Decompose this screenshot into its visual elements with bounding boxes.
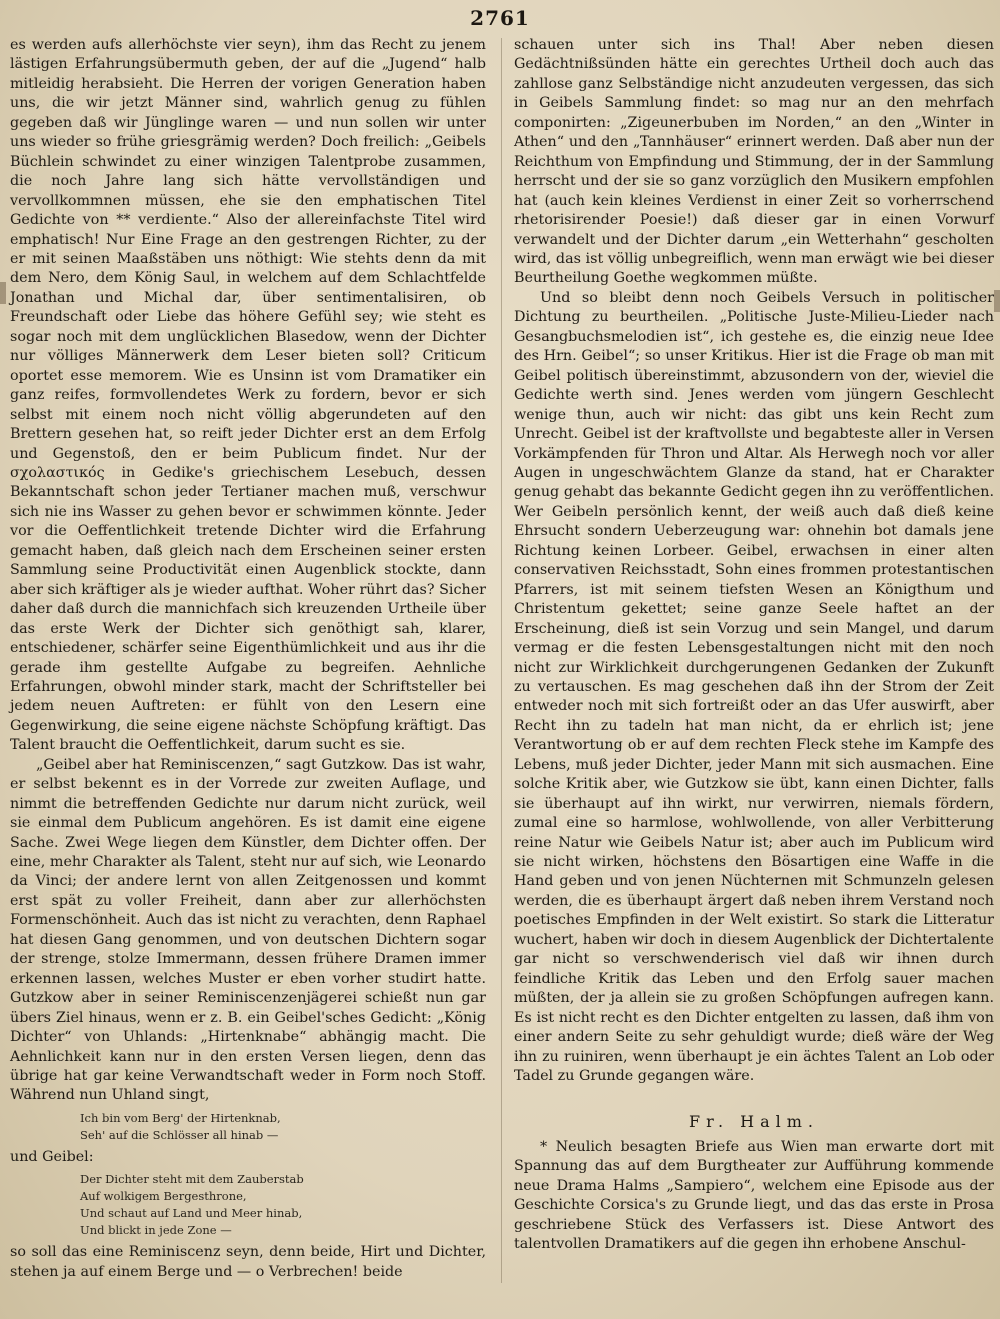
- left-paragraph-1: es werden aufs allerhöchste vier seyn), ihm das Recht zu jenem lästigen Erfahrungsübermuth geben, der auf die „Jugend“ halb mitleidig herabsieht. Die Herren der vorigen Generation haben uns, die wir jetzt Männer sind, wahrlich genug zu fühlen gegeben daß wir Jünglinge waren — und nun sollen wir unter uns wieder so frühe griesgrämig werden? Doch freilich: „Geibels Büchlein schwindet zu einer winzigen Talentprobe zusammen, die noch Jahre lang sich hätte vervollständigen und vervollkommnen müssen, ehe sie den emphatischen Titel Gedichte von ** verdiente.“ Also der allereinfachste Titel wird emphatisch! Nur Eine Frage an den gestrengen Richter, zu der er mit seinen Maaßstäben uns nöthigt: Wie stehts denn da mit dem Nero, dem König Saul, in welchem auf dem Schlachtfelde Jonathan und Michal dar, über sentimentalisiren, ob Freundschaft oder Liebe das höhere Gefühl sey; wie steht es sogar noch mit dem unglücklichen Blasedow, wenn der Dichter nur völliges Männerwerk dem Leser bieten soll? Criticum oportet esse memorem. Wie es Unsinn ist vom Dramatiker ein ganz reifes, formvollendetes Werk zu fordern, bevor er sich selbst mit einem noch nicht völlig abgerundeten auf den Brettern gesehen hat, so reift jeder Dichter erst an dem Erfolg und Gegenstoß, den er beim Publicum findet. Nur der σχολαστικός in Gedike's griechischem Lesebuch, dessen Bekanntschaft schon jeder Tertianer machen muß, verschwur sich nie ins Wasser zu gehen bevor er schwimmen könnte. Jeder vor die Oeffentlichkeit tretende Dichter wird die Erfahrung gemacht haben, daß gleich nach dem Erscheinen seiner ersten Sammlung seine Productivität einen Augenblick stockte, dann aber sich kräftiger als je wieder aufthat. Woher rührt das? Sicher daher daß durch die mannichfach sich kreuzenden Urtheile über das erste Werk der Dichter sich genöthigt sah, klarer, entschiedener, schärfer seine Eigenthümlichkeit und aus ihr die gerade ihm gestellte Aufgabe zu begreifen. Aehnliche Erfahrungen, obwohl minder stark, macht der Schriftsteller bei jedem neuen Auftreten: er fühlt von den Lesern eine Gegenwirkung, die seine eigene nächste Schöpfung kräftigt. Das Talent braucht die Oeffentlichkeit, darum sucht es sie.: [10, 37, 486, 754]
- section-text: * Neulich besagten Briefe aus Wien man erwarte dort mit Spannung das auf dem Burgtheater zur Aufführung kommende neue Drama Halms „Sampiero“, welchem eine Episode aus der Geschichte Corsica's zu Grunde liegt, und das das erste in Prosa geschriebene Stück des Verfassers ist. Diese Antwort des talentvollen Dramatikers auf die gegen ihn erhobene Anschul-: [514, 1138, 994, 1253]
- left-closing-text: so soll das eine Reminiscenz seyn, denn beide, Hirt und Dichter, stehen ja auf einem Berge und — o Verbrechen! beide: [10, 1244, 486, 1280]
- left-column: [10, 36, 486, 1282]
- verse-line: Der Dichter steht mit dem Zauberstab: [80, 1172, 304, 1187]
- left-paragraph-2: „Geibel aber hat Reminiscenzen,“ sagt Gutzkow. Das ist wahr, er selbst bekennt es in der Vorrede zur zweiten Auflage, und nimmt die betreffenden Gedichte nur darum nicht zurück, weil sie einmal dem Publicum angehören. Es ist damit eine eigene Sache. Zwei Wege liegen dem Künstler, dem Dichter offen. Der eine, mehr Charakter als Talent, steht nur auf sich, wie Leonardo da Vinci; der andere lernt von allen Zeitgenossen und kommt erst spät zu voller Freiheit, dann aber zur allerhöchsten Formenschönheit. Auch das ist nicht zu verachten, denn Raphael hat diesen Gang genommen, und von deutschen Dichtern sogar der strenge, stolze Immermann, dessen frühere Dramen immer erkennen lassen, welches Muster er eben vorher studirt hatte. Gutzkow aber in seiner Reminiscenzenjägerei schießt nun gar übers Ziel hinaus, wenn er z. B. ein Geibel'sches Gedicht: „König Dichter“ von Uhlands: „Hirtenknabe“ abhängig macht. Die Aehnlichkeit kann nur in den ersten Versen liegen, denn das übrige hat gar keine Verwandtschaft weder in Form noch Stoff. Während nun Uhland singt,: [10, 756, 486, 1104]
- verse-line: Und schaut auf Land und Meer hinab,: [80, 1206, 303, 1221]
- verse-line: Ich bin vom Berg' der Hirtenknab,: [80, 1110, 281, 1125]
- geibel-verse: [80, 1171, 486, 1239]
- verse-line: Auf wolkigem Bergesthrone,: [80, 1189, 247, 1204]
- right-paragraph-1: schauen unter sich ins Thal! Aber neben diesen Gedächtnißsünden hätte ein gerechtes Urtheil doch auch das zahllose ganz Selbständige nicht anzudeuten vergessen, das sich in Geibels Sammlung findet: so mag nur an den mehrfach componirten: „Zigeunerbuben im Norden,“ an den „Winter in Athen“ und den „Tannhäuser“ erinnert werden. Daß aber nun der Reichthum von Empfindung und Stimmung, der in der Sammlung herrscht und der sie so ganz vorzüglich den Musikern empfohlen hat (auch kein kleines Verdienst in einer Zeit so vorherrschend rhetorisirender Poesie!) daß dieser gar in einen Vorwurf verwandelt und der Dichter darum „ein Wetterhahn“ gescholten wird, das ist völlig unbegreiflich, wenn man erwägt wie bei dieser Beurtheilung Goethe wegkommen müßte.: [514, 37, 994, 287]
- page-edge-mark: [0, 282, 6, 304]
- right-column: [514, 36, 994, 1255]
- page-edge-mark: [994, 290, 1000, 312]
- verse-line: Seh' auf die Schlösser all hinab —: [80, 1127, 279, 1142]
- section-heading: Fr. Halm.: [688, 1112, 820, 1132]
- right-paragraph-2: Und so bleibt denn noch Geibels Versuch in politischer Dichtung zu beurtheilen. „Politische Juste-Milieu-Lieder nach Gesangbuchsmelodien ist“, ich gestehe es, die einzig neue Idee des Hrn. Geibel“; so unser Kritikus. Hier ist die Frage ob man mit Geibel politisch übereinstimmt, abzusondern von der, wieviel die Gedichte werth sind. Jenes werden vom jüngern Geschlecht wenige thun, auch wir nicht: das gibt uns kein Recht zum Unrecht. Geibel ist der kraftvollste und begabteste aller in Versen Vorkämpfenden für Thron und Altar. Als Herwegh noch vor aller Augen in ungeschwächtem Glanze da stand, hat er Charakter genug gehabt das bekannte Gedicht gegen ihn zu veröffentlichen. Wer Geibeln persönlich kennt, der weiß auch daß dieß keine Ehrsucht sondern Ueberzeugung war: ohnehin bot damals jene Richtung keinen Lorbeer. Geibel, erwachsen in einer alten conservativen Reichsstadt, Sohn eines frommen protestantischen Pfarrers, ist mit seinem tiefsten Wesen an Königthum und Christentum gekettet; seine ganze Seele haftet an der Erscheinung, dieß ist sein Vorzug und sein Mangel, und darum vermag er die festen Lebensgestaltungen nicht mit den noch nicht zur Wirklichkeit durchgerungenen Gedanken der Zukunft zu vertauschen. Es mag geschehen daß ihn der Strom der Zeit entweder noch mit sich fortreißt oder an das Ufer auswirft, aber Recht ihn zu tadeln hat man nicht, da er ehrlich ist; jene Verantwortung ob er auf dem rechten Fleck stehe im Kampfe des Lebens, muß jeder Dichter, jeder Mann mit sich ausmachen. Eine solche Kritik aber, wie Gutzkow sie übt, kann einen Dichter, falls sie überhaupt auf ihn wirkt, nur verwirren, niemals fördern, zumal eine so harmlose, wohlwollende, von aller Verbitterung reine Natur wie Geibels Natur ist; aber auch im Publicum wird sie nicht wirken, höchstens den Bösartigen eine Waffe in die Hand geben und von jenen Nüchternen mit Schmunzeln gelesen werden, die es überhaupt ärgert daß neben ihrem Verstand noch poetisches Empfinden in der Welt existirt. So stark die Litteratur wuchert, haben wir doch in diesem Augenblick der Dichtertalente gar nicht so verschwenderisch viel daß wir ihnen durch feindliche Kritik das Leben und den Erfolg sauer machen müßten, der ja allein sie zu großen Schöpfungen aufregen kann. Es ist nicht recht es den Dichter entgelten zu lassen, daß ihm von einer andern Seite zu sehr gehuldigt wurde; dieß wäre der Weg ihn zu ruiniren, wenn überhaupt je ein ächtes Talent an Lob oder Tadel zu Grunde gegangen wäre.: [514, 289, 994, 1085]
- uhland-verse: [80, 1110, 486, 1144]
- verse-connector: und Geibel:: [10, 1148, 94, 1165]
- verse-line: Und blickt in jede Zone —: [80, 1223, 232, 1238]
- page-number: 2761: [470, 6, 530, 30]
- column-divider: [501, 38, 502, 1283]
